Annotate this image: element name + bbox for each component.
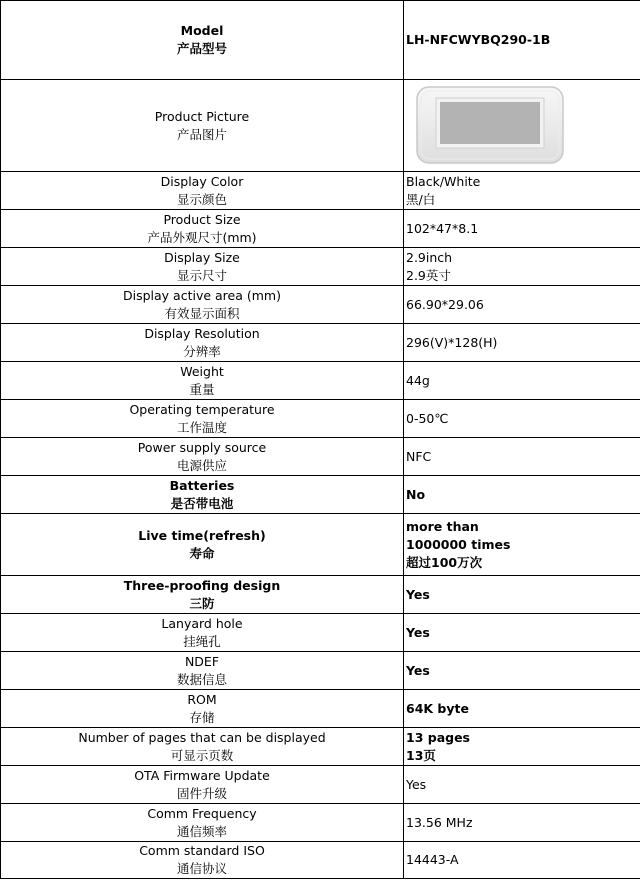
- spec-label-en: Product Picture: [154, 108, 250, 124]
- spec-value-line: 296(V)*128(H): [406, 334, 498, 350]
- spec-row: [1, 210, 640, 248]
- spec-value-cell: [404, 804, 640, 842]
- spec-label-cn: 有效显示面积: [164, 305, 240, 321]
- spec-label-cn: 显示尺寸: [176, 267, 227, 283]
- spec-label-cell: [1, 1, 404, 80]
- spec-row: [1, 728, 640, 766]
- spec-label-cell: [1, 804, 404, 842]
- spec-value-line: Yes: [406, 662, 430, 678]
- spec-value-line: 1000000 times: [406, 536, 511, 552]
- spec-label-cell: [1, 362, 404, 400]
- spec-label-en: Weight: [180, 363, 224, 379]
- spec-row: [1, 476, 640, 514]
- spec-label-cell: [1, 690, 404, 728]
- spec-label-en: Live time(refresh): [138, 527, 266, 543]
- spec-value-line: NFC: [406, 448, 432, 464]
- spec-label-en: Display Resolution: [144, 325, 260, 341]
- spec-value-line: 超过100万次: [406, 554, 483, 570]
- spec-row: [1, 804, 640, 842]
- spec-row: [1, 690, 640, 728]
- spec-label-en: Batteries: [169, 477, 235, 493]
- spec-label-cell: [1, 210, 404, 248]
- spec-value-cell: [404, 842, 640, 879]
- spec-label-cn: 三防: [189, 595, 215, 611]
- spec-label-cell: [1, 400, 404, 438]
- spec-row: [1, 400, 640, 438]
- spec-label-cn: 产品外观尺寸(mm): [147, 229, 257, 245]
- spec-value-line: Yes: [406, 624, 430, 640]
- spec-label-en: Operating temperature: [129, 401, 275, 417]
- spec-label-cell: [1, 248, 404, 286]
- spec-label-cell: [1, 766, 404, 804]
- spec-row: [1, 286, 640, 324]
- spec-label-cell: [1, 614, 404, 652]
- spec-label-cell: [1, 514, 404, 576]
- spec-label-cell: [1, 80, 404, 172]
- spec-row: [1, 1, 640, 80]
- spec-row: [1, 576, 640, 614]
- spec-row: [1, 362, 640, 400]
- spec-label-en: NDEF: [184, 653, 220, 669]
- spec-label-cn: 分辨率: [183, 343, 221, 359]
- spec-label-cn: 产品型号: [176, 41, 227, 56]
- spec-row: [1, 652, 640, 690]
- spec-label-cell: [1, 728, 404, 766]
- spec-value-line: 64K byte: [406, 700, 469, 716]
- spec-value-cell: [404, 248, 640, 286]
- spec-row: [1, 80, 640, 172]
- spec-value-line: 102*47*8.1: [406, 220, 479, 236]
- spec-label-en: Number of pages that can be displayed: [78, 729, 326, 745]
- spec-label-en: ROM: [187, 691, 217, 707]
- spec-label-en: OTA Firmware Update: [134, 767, 270, 783]
- spec-label-cn: 通信频率: [176, 823, 227, 839]
- spec-row: [1, 324, 640, 362]
- spec-value-cell: [404, 286, 640, 324]
- product-image: [416, 86, 566, 166]
- spec-value-cell: [404, 172, 640, 210]
- spec-table-body: [1, 1, 640, 879]
- spec-value-cell: [404, 476, 640, 514]
- spec-label-en: Comm standard ISO: [139, 843, 265, 858]
- spec-value-cell: [404, 766, 640, 804]
- spec-row: [1, 514, 640, 576]
- spec-label-cn: 寿命: [189, 545, 215, 561]
- spec-label-en: Three-proofing design: [123, 577, 281, 593]
- spec-label-cn: 存储: [189, 709, 215, 725]
- spec-value-line: 13.56 MHz: [406, 814, 473, 830]
- spec-row: [1, 766, 640, 804]
- spec-value-line: Yes: [406, 776, 427, 792]
- spec-value-line: 2.9inch: [406, 249, 453, 265]
- spec-label-en: Comm Frequency: [147, 805, 257, 821]
- spec-label-cn: 显示颜色: [176, 191, 227, 207]
- spec-label-cell: [1, 842, 404, 879]
- spec-label-cell: [1, 476, 404, 514]
- spec-value-line: 66.90*29.06: [406, 296, 484, 312]
- spec-value-cell: [404, 690, 640, 728]
- spec-label-cell: [1, 438, 404, 476]
- spec-label-en: Model: [180, 23, 224, 38]
- spec-row: [1, 842, 640, 879]
- spec-label-cn: 电源供应: [176, 457, 227, 473]
- spec-value-cell: [404, 728, 640, 766]
- spec-value-cell: [404, 362, 640, 400]
- spec-row: [1, 172, 640, 210]
- spec-value-cell: [404, 324, 640, 362]
- spec-value-cell: [404, 80, 640, 172]
- spec-value-cell: [404, 514, 640, 576]
- spec-label-cn: 可显示页数: [170, 747, 234, 763]
- spec-value-cell: [404, 652, 640, 690]
- spec-value-line: 44g: [406, 372, 430, 388]
- spec-label-cell: [1, 652, 404, 690]
- spec-value-line: Yes: [406, 586, 430, 602]
- spec-value-line: 13 pages: [406, 729, 470, 745]
- spec-value-line: No: [406, 486, 426, 502]
- spec-label-cn: 通信协议: [176, 861, 227, 876]
- spec-value-line: 黑/白: [406, 191, 436, 207]
- spec-label-cell: [1, 286, 404, 324]
- spec-value-line: 0-50℃: [406, 410, 449, 426]
- spec-label-cn: 重量: [189, 381, 215, 397]
- spec-label-cell: [1, 324, 404, 362]
- spec-label-en: Display Size: [164, 249, 240, 265]
- spec-row: [1, 614, 640, 652]
- spec-label-cn: 工作温度: [176, 419, 227, 435]
- spec-label-cn: 挂绳孔: [183, 633, 221, 649]
- spec-label-cn: 数据信息: [176, 671, 227, 687]
- spec-value-cell: [404, 400, 640, 438]
- spec-label-en: Product Size: [163, 211, 241, 227]
- spec-value-cell: [404, 576, 640, 614]
- spec-value-cell: [404, 1, 640, 80]
- spec-label-cell: [1, 576, 404, 614]
- spec-value-cell: [404, 438, 640, 476]
- spec-value-line: 2.9英寸: [406, 267, 451, 283]
- spec-label-cell: [1, 172, 404, 210]
- spec-value-line: Black/White: [406, 173, 481, 189]
- spec-label-cn: 产品图片: [176, 126, 227, 142]
- spec-value-line: LH-NFCWYBQ290-1B: [406, 32, 551, 47]
- spec-value-line: 13页: [406, 747, 436, 763]
- spec-value-line: more than: [406, 518, 479, 534]
- spec-value-cell: [404, 614, 640, 652]
- spec-label-en: Display active area (mm): [123, 287, 281, 303]
- spec-label-cn: 是否带电池: [170, 495, 234, 511]
- spec-label-cn: 固件升级: [176, 785, 227, 801]
- spec-label-en: Display Color: [160, 173, 244, 189]
- spec-row: [1, 438, 640, 476]
- spec-label-en: Power supply source: [137, 439, 267, 455]
- spec-value-cell: [404, 210, 640, 248]
- spec-row: [1, 248, 640, 286]
- spec-value-line: 14443-A: [406, 852, 459, 867]
- spec-label-en: Lanyard hole: [161, 615, 243, 631]
- product-picture: [406, 86, 638, 166]
